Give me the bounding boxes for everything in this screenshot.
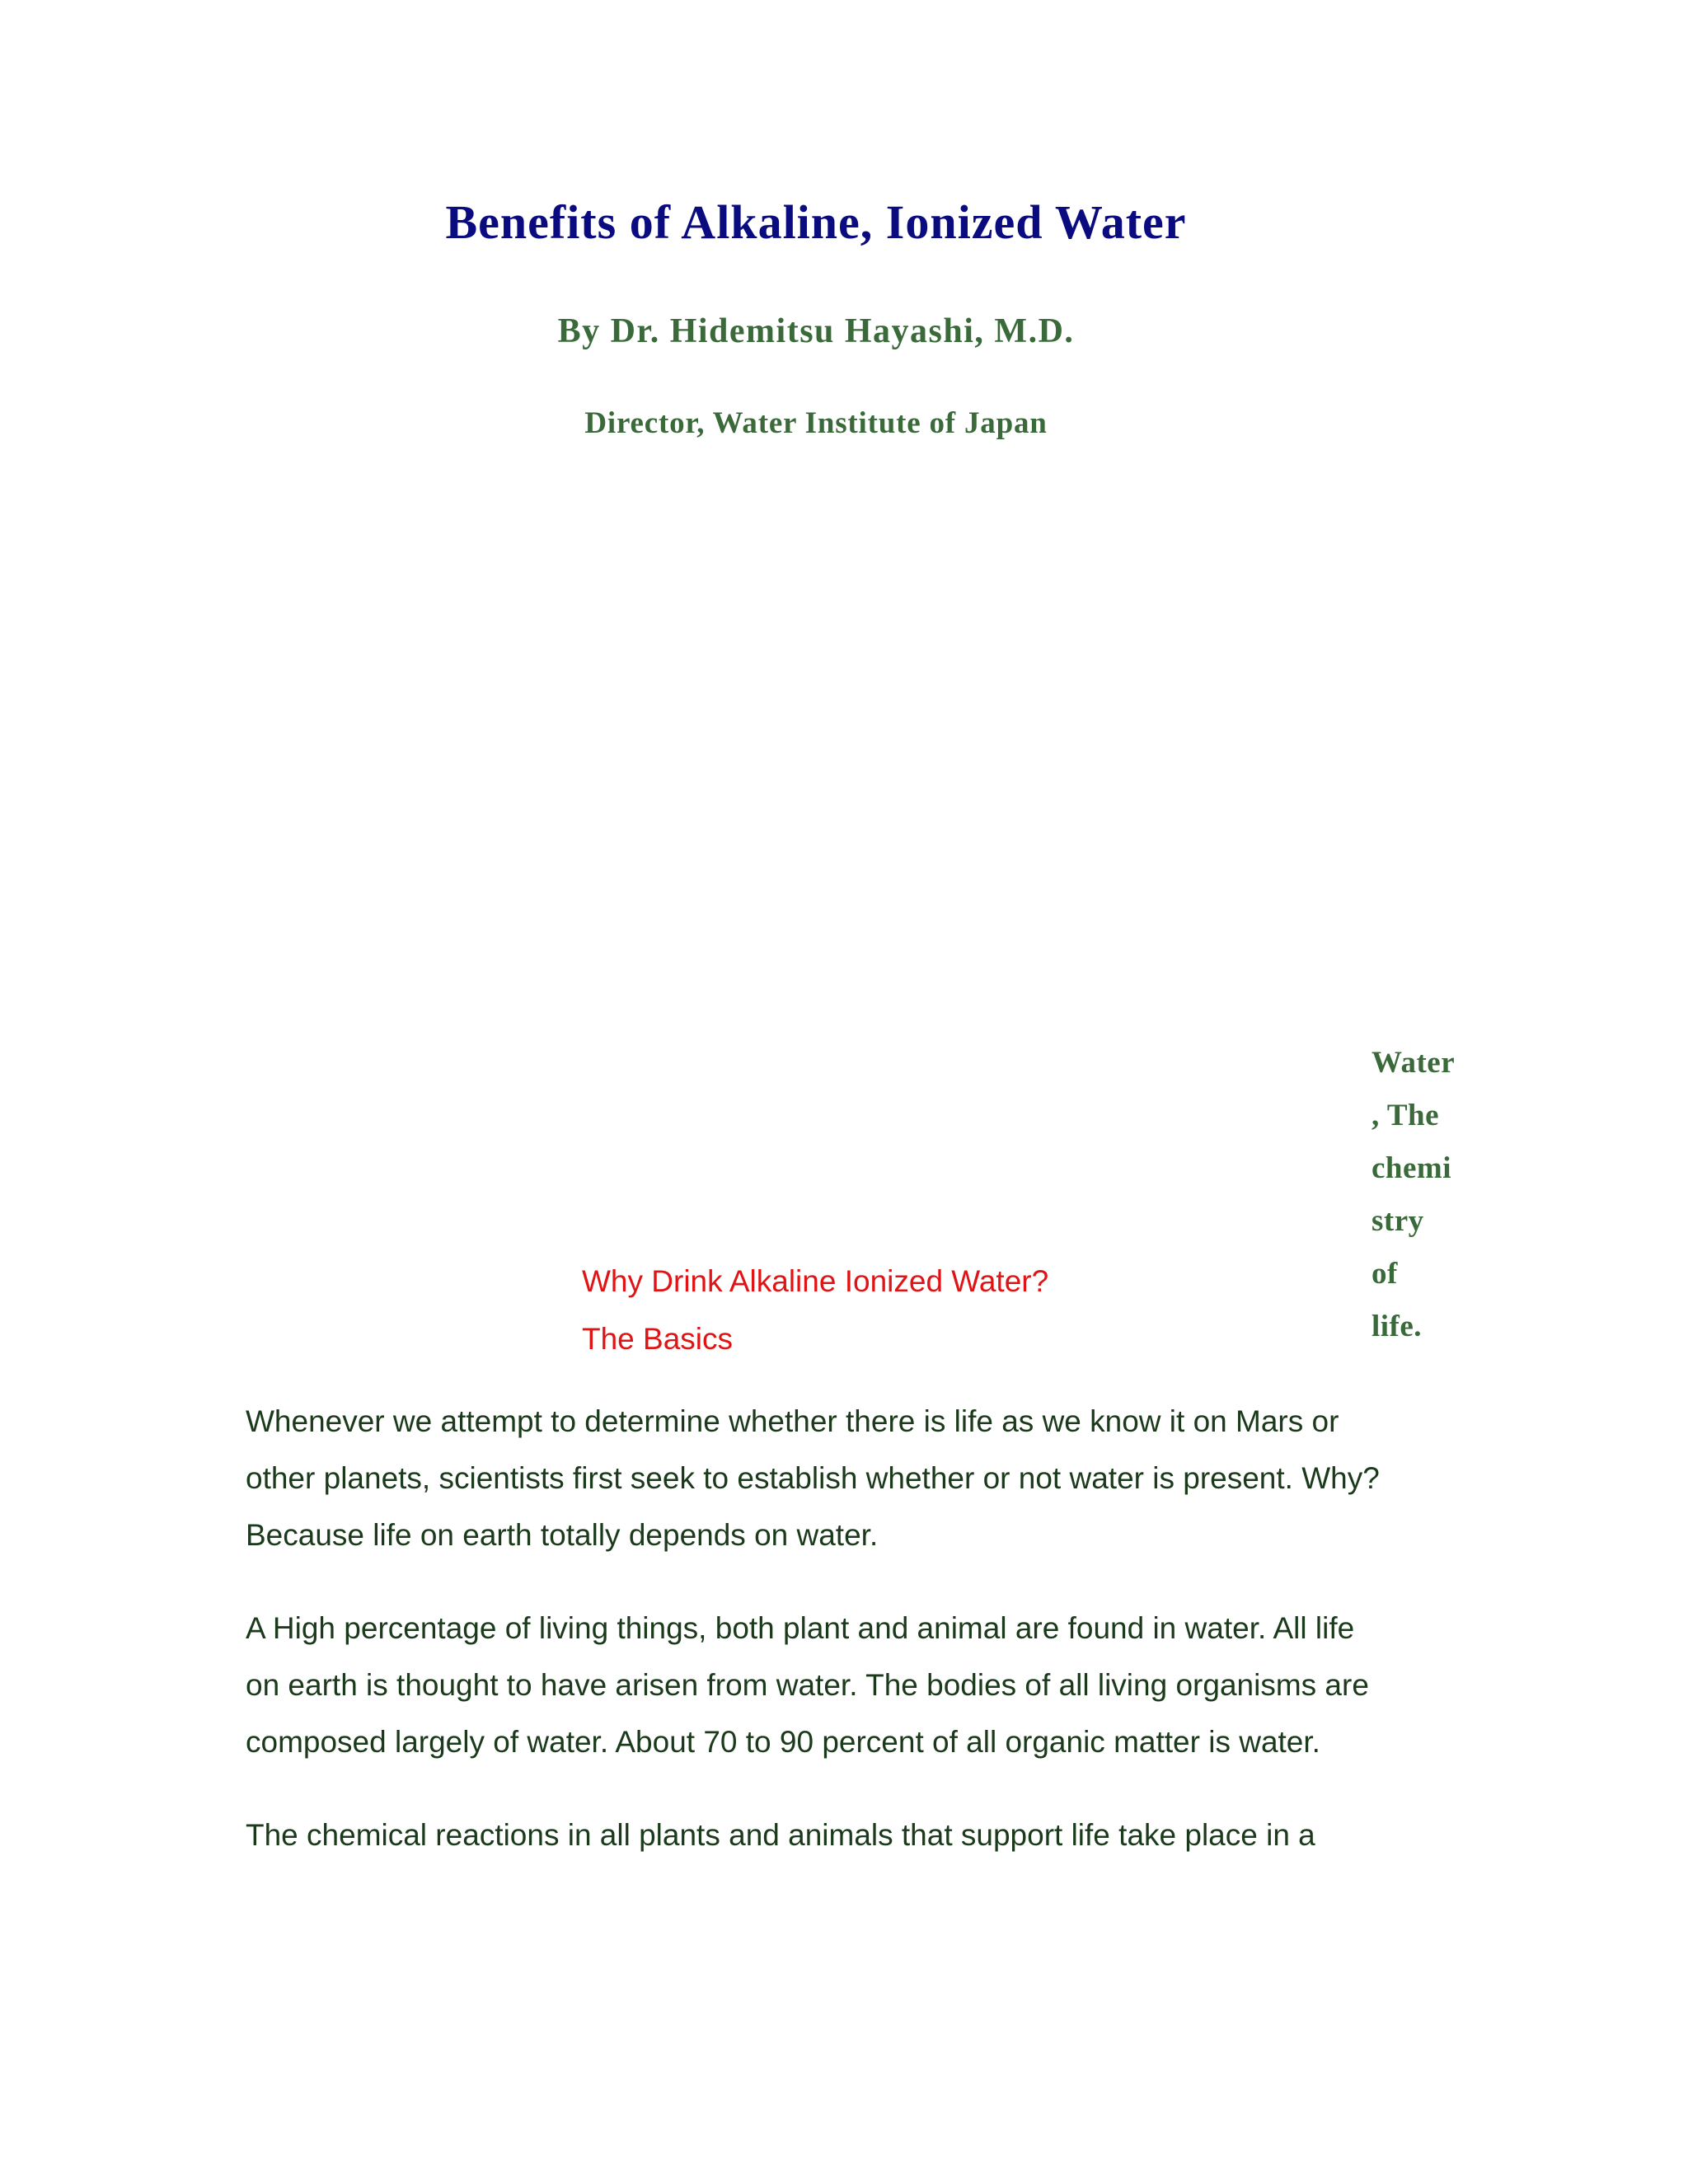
paragraph-line: A High percentage of living things, both plant and animal are found in water. All life [246, 1611, 1355, 1645]
side-caption-line: Water [1372, 1046, 1456, 1080]
paragraph [246, 1600, 1482, 1770]
paragraph-line: on earth is thought to have arisen from water. The bodies of all living organisms are [246, 1668, 1369, 1702]
side-caption-line: , The [1372, 1099, 1440, 1132]
side-caption-line: of [1372, 1257, 1398, 1291]
paragraph-line: Because life on earth totally depends on water. [246, 1518, 879, 1552]
paragraph [246, 1393, 1482, 1563]
body-text [246, 1393, 1482, 1900]
side-caption-line: stry [1372, 1204, 1424, 1238]
paragraph-line: composed largely of water. About 70 to 90 percent of all organic matter is water. [246, 1725, 1320, 1759]
side-caption [1372, 1037, 1495, 1353]
section-heading [582, 1253, 1048, 1368]
section-heading-line: Why Drink Alkaline Ionized Water? [582, 1264, 1049, 1298]
paragraph [246, 1807, 1482, 1863]
side-caption-line: life. [1372, 1310, 1423, 1343]
section-heading-subline: The Basics [582, 1322, 734, 1356]
side-caption-line: chemi [1372, 1151, 1452, 1185]
document-title: Benefits of Alkaline, Ionized Water [445, 195, 1187, 249]
paragraph-line: other planets, scientists first seek to establish whether or not water is present. Why? [246, 1461, 1380, 1495]
author-byline: By Dr. Hidemitsu Hayashi, M.D. [557, 312, 1075, 350]
paragraph-line: Whenever we attempt to determine whether there is life as we know it on Mars or [246, 1404, 1339, 1438]
author-affiliation: Director, Water Institute of Japan [584, 406, 1048, 440]
paragraph-line: The chemical reactions in all plants and animals that support life take place in a [246, 1818, 1315, 1852]
